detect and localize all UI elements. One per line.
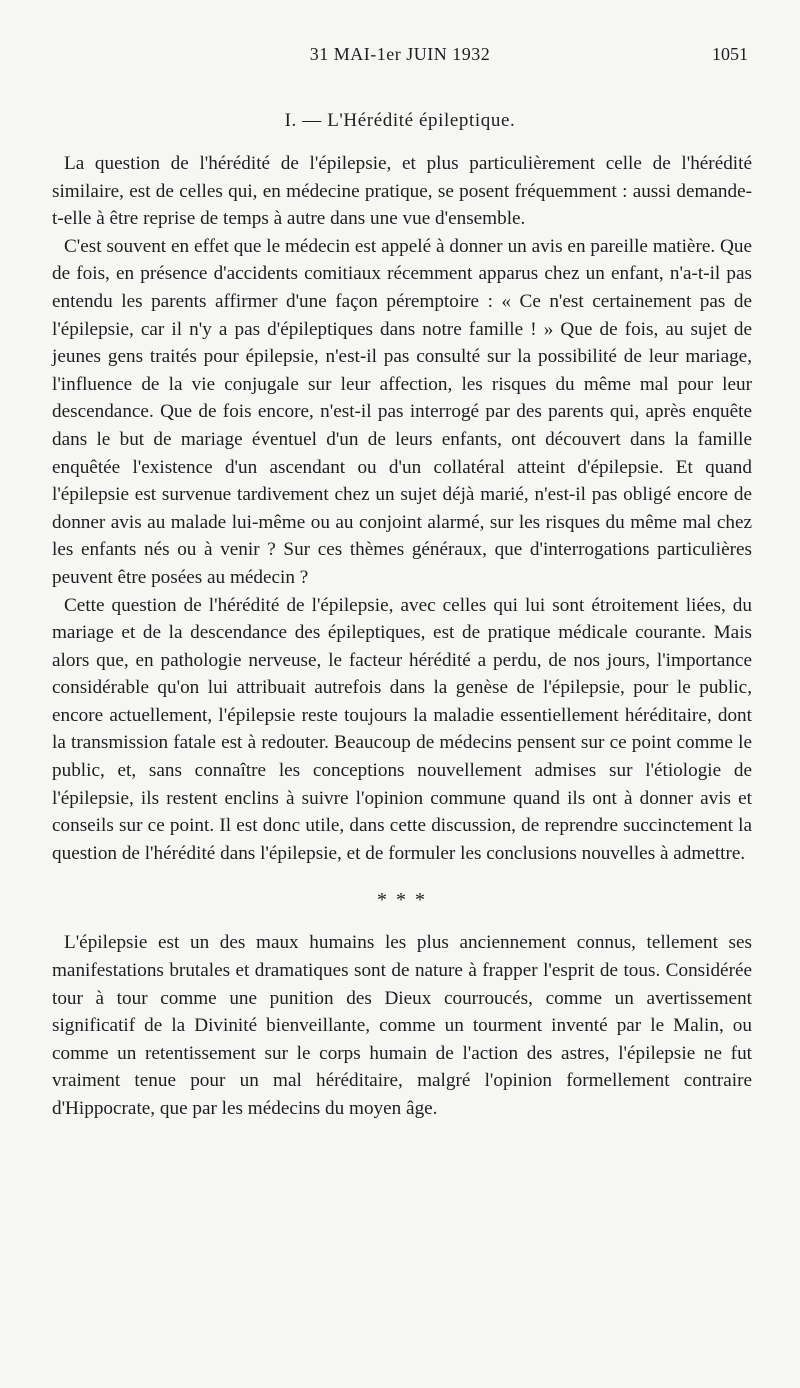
page-number: 1051: [712, 44, 748, 64]
body-text: [52, 150, 752, 1123]
paragraph: La question de l'hérédité de l'épilepsie, et plus particulièrement celle de l'hérédité similaire, est de celles qui, en médecine pratique, se posent fréquemment : aussi demande-t-elle à être reprise de temps à autre dans une vue d'ensemble.: [52, 153, 752, 230]
running-header: [52, 44, 748, 74]
paragraph: Cette question de l'hérédité de l'épilepsie, avec celles qui lui sont étroitement liées, du mariage et de la descendance des épileptiques, est de pratique médicale courante. Mais alors que, en pathologie nerveuse, le facteur hérédité a perdu, de nos jours, l'importance considérable qu'on lui attribuait autrefois dans la genèse de l'épilepsie, pour le public, encore actuellement, l'épilepsie reste toujours la maladie essentiellement héréditaire, dont la transmission fatale est à redouter. Beaucoup de médecins pensent sur ce point comme le public, et, sans connaître les conceptions nouvellement admises sur l'étiologie de l'épilepsie, ils restent enclins à suivre l'opinion commune quand ils ont à donner avis et conseils sur ce point. Il est donc utile, dans cette discussion, de reprendre succinctement la question de l'hérédité dans l'épilepsie, et de formuler les conclusions nouvelles à admettre.: [52, 594, 752, 864]
paragraph: C'est souvent en effet que le médecin est appelé à donner un avis en pareille matière. Que de fois, en présence d'accidents comitiaux récemment apparus chez un enfant, n'a-t-il pas entendu les parents affirmer d'une façon péremptoire : « Ce n'est certainement pas de l'épilepsie, car il n'y a pas d'épileptiques dans notre famille ! » Que de fois, au sujet de jeunes gens traités pour épilepsie, n'est-il pas consulté sur la possibilité de leur mariage, l'influence de la vie conjugale sur leur affection, les risques du même mal pour leur descendance. Que de fois encore, n'est-il pas interrogé par des parents qui, après enquête dans le but de mariage éventuel d'un de leurs enfants, ont découvert dans la famille enquêtée l'existence d'un ascendant ou d'un collatéral atteint d'épilepsie. Et quand l'épilepsie est survenue tardivement chez un sujet déjà marié, n'est-il pas obligé encore de donner avis au malade lui-même ou au conjoint alarmé, sur les risques du même mal chez les enfants nés ou à venir ? Sur ces thèmes généraux, que d'interrogations particulières peuvent être posées au médecin ?: [52, 235, 752, 588]
paragraph: L'épilepsie est un des maux humains les plus anciennement connus, tellement ses manifestations brutales et dramatiques sont de nature à frapper l'esprit de tous. Considérée tour à tour comme une punition des Dieux courroucés, comme un avertissement significatif de la Divinité bienveillante, comme un tourment inventé par le Malin, ou comme un retentissement sur le corps humain de l'action des astres, l'épilepsie ne fut vraiment tenue pour un mal héréditaire, malgré l'opinion formellement contraire d'Hippocrate, que par les médecins du moyen âge.: [52, 932, 752, 1119]
section-title: I. — L'Hérédité épileptique.: [284, 110, 516, 131]
asterism-separator: * * *: [377, 889, 427, 912]
header-date: 31 MAI-1er JUIN 1932: [309, 44, 491, 64]
